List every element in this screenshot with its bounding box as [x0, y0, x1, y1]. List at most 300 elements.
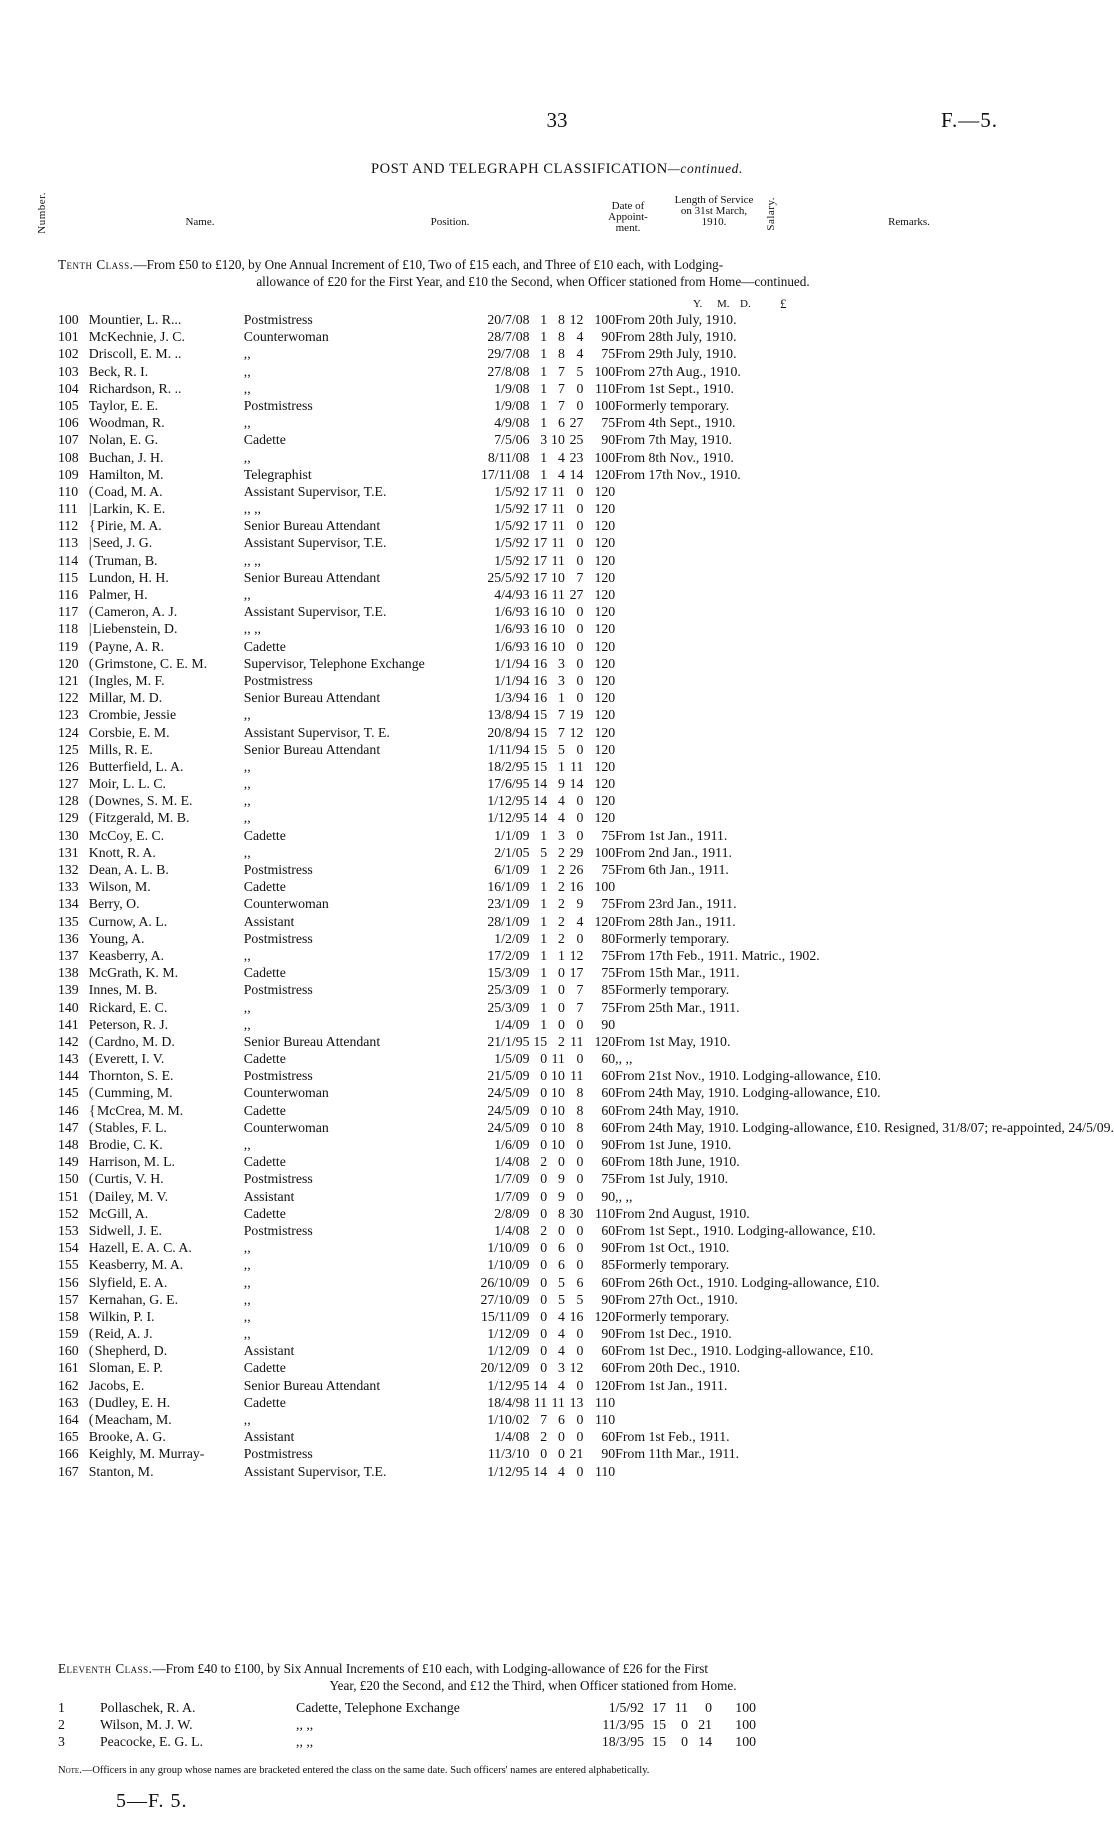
row-salary: 75 [601, 965, 616, 981]
row-position-text: ,, [243, 449, 251, 465]
table-row [58, 1257, 1114, 1274]
row-number: 110 [58, 483, 79, 499]
row-number: 129 [58, 810, 79, 826]
row-name [89, 1189, 244, 1206]
row-years: 16 [533, 638, 548, 654]
row-name-text: Dailey, M. V. [94, 1188, 169, 1204]
row-position [244, 450, 466, 467]
row-months: 0 [557, 1429, 565, 1445]
row-remarks: From 8th Nov., 1910. [615, 449, 734, 465]
row-date: 7/5/06 [494, 432, 530, 448]
row-name-text: Palmer, H. [88, 587, 148, 602]
row-salary: 100 [594, 397, 616, 413]
row-name [89, 1206, 244, 1223]
row-number: 111 [58, 501, 78, 517]
row-position [244, 1000, 466, 1017]
row-name-text: Hazell, E. A. C. A. [88, 1240, 192, 1256]
row-date: 21/1/95 [487, 1033, 530, 1049]
row-position [244, 742, 466, 759]
table-row [58, 621, 1114, 638]
row-days: 0 [576, 1412, 584, 1427]
row-months: 6 [557, 415, 565, 431]
row-position [244, 948, 466, 965]
table-row [58, 1051, 1114, 1068]
row-salary: 60 [601, 1154, 616, 1170]
row-number: 114 [58, 552, 79, 568]
row-days: 0 [576, 827, 584, 843]
row-position-text: Postmistress [243, 1171, 313, 1187]
row-position-text: ,, [243, 1137, 251, 1152]
table-row [58, 329, 1114, 346]
row-years: 0 [540, 1446, 548, 1462]
unit-pound: £ [780, 296, 787, 311]
row-date: 13/8/94 [487, 707, 530, 723]
col-name: Name. [185, 216, 215, 228]
row-days: 8 [576, 1102, 584, 1118]
row-position [244, 535, 466, 552]
row-position [244, 467, 466, 484]
row-months: 7 [557, 363, 565, 379]
row-name-text: Mountier, L. R... [88, 312, 182, 327]
row-months: 10 [551, 1102, 565, 1118]
row-days: 0 [576, 810, 584, 826]
row-years: 14 [533, 776, 548, 792]
row-position-text: Senior Bureau Attendant [243, 1033, 381, 1049]
row-years: 0 [540, 1102, 548, 1118]
row-date: 1/12/09 [487, 1326, 530, 1342]
row-number: 140 [58, 999, 79, 1015]
row-position-text: ,, ,, [243, 552, 261, 568]
table-row [58, 1326, 1114, 1343]
row-position [244, 587, 466, 604]
row-months: 10 [551, 1068, 565, 1084]
row-position-text: Senior Bureau Attendant [243, 569, 381, 585]
row-months: 6 [557, 1257, 565, 1273]
table-row [58, 862, 1114, 879]
row-name-text: Seed, J. G. [92, 535, 153, 551]
table-row [58, 1189, 1114, 1206]
row-months: 6 [557, 1412, 565, 1427]
row-months: 5 [557, 741, 565, 757]
row-position [244, 1292, 466, 1309]
row-number: 112 [58, 518, 79, 534]
row-position-text: Cadette [243, 1154, 286, 1170]
row-salary: 120 [594, 690, 616, 706]
row-date: 1/9/08 [494, 380, 530, 396]
row-salary: 60 [601, 1119, 616, 1135]
row-date: 27/10/09 [480, 1291, 530, 1307]
row-name-text: Nolan, E. G. [88, 432, 159, 448]
row-number: 120 [58, 655, 79, 671]
row-number: 2 [58, 1717, 65, 1733]
row-number: 162 [58, 1377, 79, 1393]
row-days: 0 [576, 483, 584, 499]
row-position-text: Cadette, Telephone Exchange [296, 1700, 460, 1715]
footnote [58, 1765, 649, 1776]
row-salary: 120 [594, 741, 616, 757]
row-date: 4/9/08 [494, 415, 530, 431]
row-months: 0 [681, 1717, 688, 1733]
row-position [244, 1429, 466, 1446]
row-name [89, 1395, 244, 1412]
row-days: 0 [576, 793, 584, 809]
row-months: 10 [551, 1119, 565, 1135]
row-salary: 100 [594, 363, 616, 379]
row-months: 11 [551, 501, 565, 517]
row-number: 108 [58, 449, 79, 465]
row-name [89, 1000, 244, 1017]
row-date: 17/11/08 [480, 466, 530, 482]
row-salary: 60 [601, 1085, 616, 1101]
row-years: 16 [533, 587, 548, 602]
row-name [89, 982, 244, 999]
row-number: 152 [58, 1205, 79, 1221]
row-name-text: Crombie, Jessie [88, 707, 177, 723]
row-position-text: ,, [243, 810, 251, 826]
row-number: 107 [58, 432, 79, 448]
table-row [58, 467, 1114, 484]
row-years: 5 [540, 844, 548, 860]
row-position [244, 1017, 466, 1034]
bracket-mark: ( [88, 1171, 94, 1188]
table-row [58, 1085, 1114, 1102]
row-name-text: Young, A. [88, 930, 145, 946]
row-name-text: Sloman, E. P. [88, 1360, 163, 1376]
row-days: 27 [569, 415, 584, 431]
row-name-text: Innes, M. B. [88, 982, 158, 998]
row-days: 0 [576, 397, 584, 413]
footnote-label: Note. [58, 1765, 82, 1776]
row-salary: 60 [601, 1068, 616, 1084]
row-position [244, 1137, 466, 1154]
row-years: 2 [540, 1222, 548, 1238]
row-date: 1/5/92 [608, 1700, 644, 1715]
row-salary: 85 [601, 1257, 616, 1273]
row-position-text: Assistant Supervisor, T. E. [243, 724, 390, 740]
row-salary: 100 [735, 1734, 756, 1750]
row-position-text: Postmistress [243, 930, 313, 946]
row-salary: 110 [594, 1463, 616, 1479]
row-days: 0 [576, 604, 584, 620]
row-name [89, 914, 244, 931]
row-days: 0 [576, 518, 584, 534]
table-row [58, 914, 1114, 931]
row-days: 0 [576, 1171, 584, 1187]
row-remarks: From 28th July, 1910. [615, 329, 737, 345]
row-date: 18/4/98 [487, 1394, 530, 1410]
tenth-class-line1: —From £50 to £120, by One Annual Increment of £10, Two of £15 each, and Three of £10 each, with Lodging- [133, 257, 724, 272]
row-date: 1/12/95 [487, 1463, 530, 1479]
row-salary: 100 [594, 844, 616, 860]
table-row [58, 639, 1114, 656]
bracket-mark: { [88, 1102, 96, 1119]
row-date: 1/6/09 [494, 1137, 530, 1152]
row-salary: 120 [594, 793, 616, 809]
table-row [58, 1017, 1114, 1034]
row-date: 1/9/08 [494, 397, 530, 413]
row-days: 4 [576, 346, 584, 362]
row-name [89, 1343, 244, 1360]
row-number: 137 [58, 947, 79, 963]
row-salary: 60 [601, 1274, 616, 1290]
row-days: 11 [570, 1068, 584, 1084]
row-position-text: ,, [243, 707, 251, 723]
row-name [89, 518, 244, 535]
row-remarks [615, 518, 1114, 535]
row-position [244, 896, 466, 913]
row-days: 0 [576, 1016, 584, 1032]
row-name-text: Thornton, S. E. [88, 1068, 174, 1084]
row-months: 2 [557, 913, 565, 929]
row-remarks [615, 1017, 1114, 1034]
row-months: 11 [551, 552, 565, 568]
row-days: 0 [576, 672, 584, 688]
row-position-text: Assistant Supervisor, T.E. [243, 1463, 387, 1479]
row-name-text: Peacocke, E. G. L. [100, 1734, 204, 1750]
row-years: 0 [540, 1188, 548, 1204]
row-years: 0 [540, 1085, 548, 1101]
row-remarks [615, 639, 1114, 656]
row-remarks [615, 1412, 1114, 1429]
row-name [89, 621, 244, 638]
row-number: 165 [58, 1429, 79, 1445]
row-name [89, 673, 244, 690]
row-name-text: Butterfield, L. A. [88, 758, 184, 774]
row-remarks: From 28th Jan., 1911. [615, 913, 736, 929]
row-date: 11/3/10 [487, 1446, 530, 1462]
row-salary: 110 [594, 1412, 616, 1427]
row-years: 1 [540, 879, 548, 895]
table-row [58, 450, 1114, 467]
row-days: 0 [576, 1377, 584, 1393]
row-salary: 100 [594, 449, 616, 465]
row-position-text: Cadette [243, 965, 286, 981]
row-months: 11 [674, 1700, 688, 1715]
row-years: 0 [540, 1308, 548, 1324]
row-date: 16/1/09 [487, 879, 530, 895]
row-remarks: Formerly temporary. [615, 397, 730, 413]
row-position-text: ,, [243, 1240, 251, 1256]
row-years: 3 [540, 432, 548, 448]
row-days: 14 [698, 1734, 712, 1750]
unit-years: Y. [693, 298, 703, 310]
table-row [58, 1154, 1114, 1171]
row-months: 10 [551, 569, 565, 585]
row-number: 102 [58, 346, 79, 362]
row-name-text: Sidwell, J. E. [88, 1222, 162, 1238]
row-name [89, 1326, 244, 1343]
row-name [89, 810, 244, 827]
row-days: 9 [576, 896, 584, 912]
row-name-text: Larkin, K. E. [92, 501, 166, 517]
row-name-text: Stables, F. L. [94, 1119, 167, 1135]
row-years: 7 [540, 1412, 548, 1427]
row-name-text: Shepherd, D. [94, 1343, 168, 1359]
row-position-text: Postmistress [243, 1446, 313, 1462]
row-date: 18/3/95 [601, 1734, 644, 1750]
row-date: 20/8/94 [487, 724, 530, 740]
row-days: 12 [569, 1360, 584, 1376]
row-name-text: Keighly, M. Murray- [88, 1446, 205, 1462]
row-remarks: From 29th July, 1910. [615, 346, 737, 362]
table-row [58, 793, 1114, 810]
row-remarks: From 15th Mar., 1911. [615, 965, 740, 981]
row-number: 132 [58, 862, 79, 877]
row-salary: 120 [594, 604, 616, 620]
table-row [58, 1429, 1114, 1446]
row-position-text: Cadette [243, 827, 286, 843]
col-remarks: Remarks. [888, 216, 930, 228]
row-date: 15/11/09 [480, 1308, 530, 1324]
row-name [89, 553, 244, 570]
eleventh-class-label: Eleventh Class. [58, 1661, 153, 1676]
row-date: 1/4/09 [494, 1016, 530, 1032]
row-position [244, 1051, 466, 1068]
table-row [58, 707, 1114, 724]
row-years: 0 [540, 1137, 548, 1152]
row-name [89, 759, 244, 776]
row-name [89, 1412, 244, 1429]
row-date: 1/10/09 [487, 1257, 530, 1273]
row-name [89, 690, 244, 707]
row-name [89, 639, 244, 656]
row-years: 16 [533, 604, 548, 620]
row-months: 0 [557, 1016, 565, 1032]
row-position [244, 1034, 466, 1051]
row-days: 26 [569, 862, 584, 877]
row-position-text: Senior Bureau Attendant [243, 518, 381, 534]
row-name [89, 1257, 244, 1274]
row-position [244, 828, 466, 845]
row-number: 122 [58, 690, 79, 706]
table-row [58, 1717, 946, 1734]
row-number: 146 [58, 1102, 79, 1118]
row-number: 106 [58, 415, 79, 431]
row-position [244, 398, 466, 415]
row-position [244, 810, 466, 827]
page-footer: 5—F. 5. [116, 1790, 188, 1812]
row-days: 14 [569, 776, 584, 792]
row-days: 5 [576, 1291, 584, 1307]
row-remarks: From 20th July, 1910. [615, 312, 737, 327]
row-date: 1/4/08 [494, 1429, 530, 1445]
row-years: 14 [533, 793, 548, 809]
row-remarks [615, 673, 1114, 690]
row-date: 20/12/09 [480, 1360, 530, 1376]
col-number: Number. [36, 192, 48, 234]
row-name [89, 501, 244, 518]
row-remarks [615, 604, 1114, 621]
row-days: 0 [576, 1222, 584, 1238]
row-position [244, 656, 466, 673]
row-years: 1 [540, 312, 548, 327]
row-name-text: Payne, A. R. [94, 638, 165, 654]
row-days: 14 [569, 466, 584, 482]
bracket-mark: ( [88, 1085, 94, 1102]
row-date: 24/5/09 [487, 1102, 530, 1118]
row-remarks [615, 810, 1114, 827]
row-name [89, 450, 244, 467]
row-years: 14 [533, 810, 548, 826]
row-name [89, 1446, 244, 1463]
row-remarks: From 26th Oct., 1910. Lodging-allowance, £10. [615, 1274, 880, 1290]
row-months: 4 [557, 1308, 565, 1324]
row-name-text: Corsbie, E. M. [88, 724, 170, 740]
row-remarks: From 17th Nov., 1910. [615, 466, 741, 482]
row-years: 1 [540, 329, 548, 345]
row-years: 17 [652, 1700, 666, 1715]
row-years: 0 [540, 1360, 548, 1376]
row-position [244, 570, 466, 587]
row-date: 27/8/08 [487, 363, 530, 379]
row-name-text: Coad, M. A. [94, 483, 163, 499]
row-days: 0 [576, 1154, 584, 1170]
row-position-text: Telegraphist [243, 466, 312, 482]
row-number: 128 [58, 793, 79, 809]
row-years: 1 [540, 862, 548, 877]
row-position [244, 621, 466, 638]
row-name-text: Driscoll, E. M. .. [88, 346, 182, 362]
row-remarks: From 2nd Jan., 1911. [615, 844, 732, 860]
row-date: 25/3/09 [487, 982, 530, 998]
table-row [58, 398, 1114, 415]
row-name [89, 570, 244, 587]
row-name [89, 1429, 244, 1446]
row-position [244, 1446, 466, 1463]
row-days: 0 [576, 1240, 584, 1256]
row-date: 25/5/92 [487, 569, 530, 585]
row-days: 21 [698, 1717, 712, 1733]
row-months: 8 [557, 329, 565, 345]
row-name [89, 707, 244, 724]
row-date: 15/3/09 [487, 965, 530, 981]
row-salary: 75 [601, 1171, 616, 1187]
row-position-text: Assistant [243, 1188, 295, 1204]
row-months: 4 [557, 1377, 565, 1393]
row-remarks: From 20th Dec., 1910. [615, 1360, 741, 1376]
row-days: 0 [576, 1051, 584, 1067]
row-remarks [615, 621, 1114, 638]
tenth-class-table [58, 312, 1114, 1481]
row-position-text: ,, ,, [296, 1717, 314, 1733]
row-years: 0 [540, 1291, 548, 1307]
bracket-mark: ( [88, 1119, 94, 1136]
row-salary: 110 [594, 380, 616, 396]
row-salary: 120 [594, 810, 616, 826]
table-row [58, 1734, 946, 1751]
row-years: 17 [533, 535, 548, 551]
row-position [244, 673, 466, 690]
row-years: 0 [540, 1171, 548, 1187]
row-name-text: Mills, R. E. [88, 741, 153, 757]
row-name-text: Everett, I. V. [94, 1051, 165, 1067]
row-date: 26/10/09 [480, 1274, 530, 1290]
row-years: 15 [533, 741, 548, 757]
row-position [244, 1326, 466, 1343]
row-name-text: Pollaschek, R. A. [100, 1700, 196, 1715]
table-row [58, 673, 1114, 690]
row-years: 0 [540, 1343, 548, 1359]
row-name [89, 1120, 244, 1137]
row-years: 1 [540, 397, 548, 413]
row-remarks: ,, ,, [615, 1051, 633, 1067]
row-name-text: Richardson, R. .. [88, 380, 182, 396]
row-months: 2 [557, 896, 565, 912]
row-name [89, 604, 244, 621]
row-months: 11 [551, 518, 565, 534]
row-months: 8 [557, 1205, 565, 1221]
row-remarks [756, 1734, 946, 1751]
